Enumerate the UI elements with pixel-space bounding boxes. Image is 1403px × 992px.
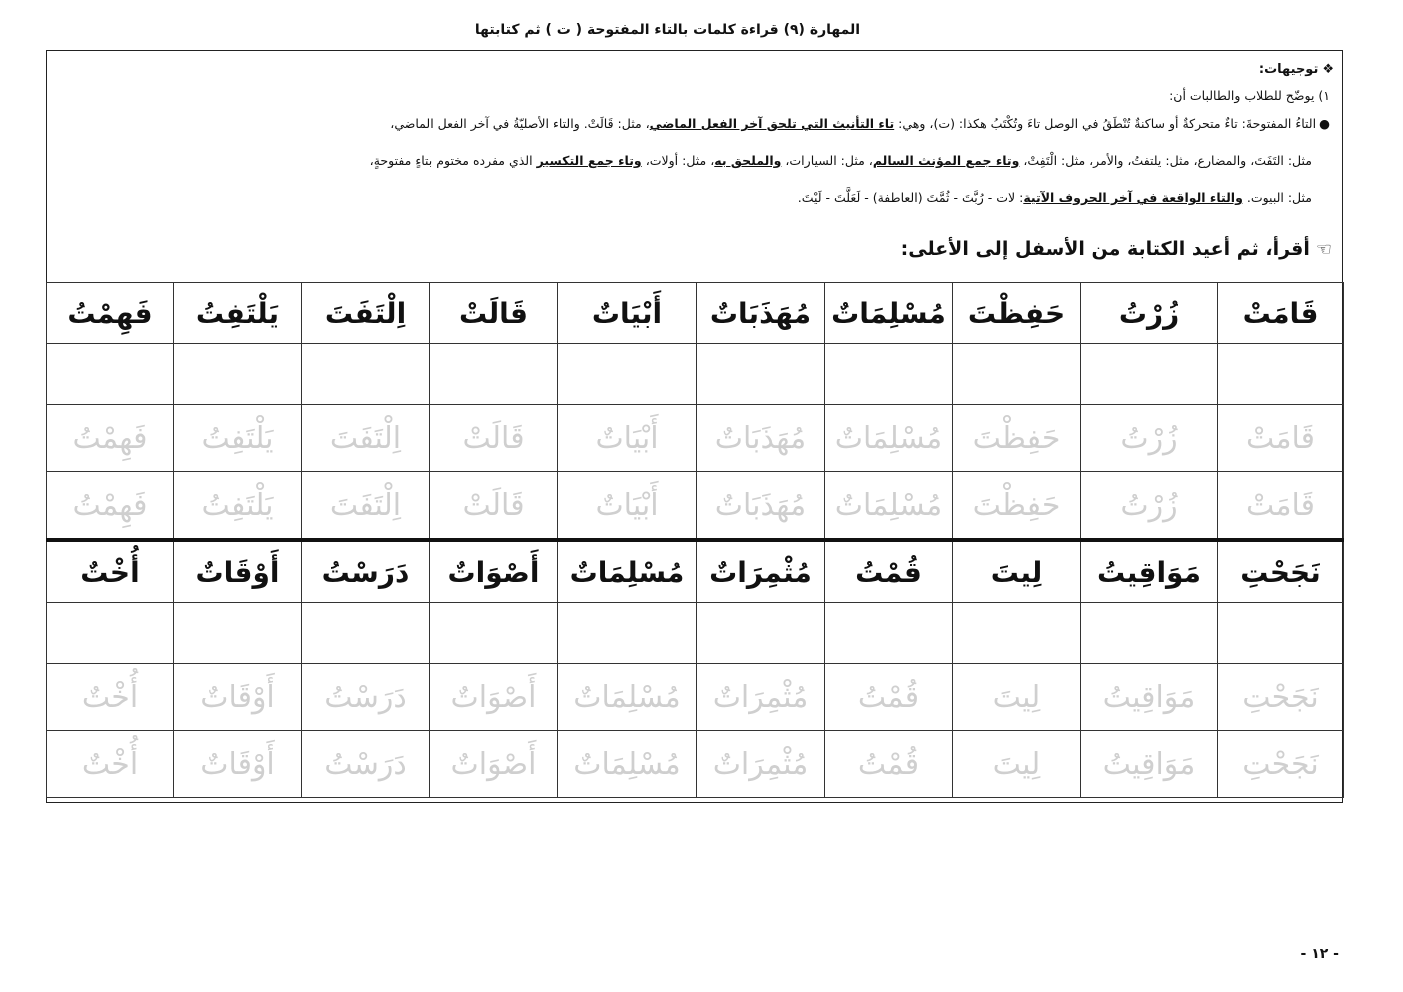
trace-cell[interactable]: دَرَسْتُ <box>302 664 430 731</box>
word-cell: مُهَذَبَاتٌ <box>697 283 825 344</box>
writing-cell[interactable] <box>302 603 430 664</box>
trace-cell[interactable]: حَفِظْتَ <box>953 472 1081 541</box>
writing-row-1 <box>47 344 1344 405</box>
word-row-2 <box>47 540 1344 603</box>
page-number: - ١٢ - <box>1300 946 1339 962</box>
word-cell: مُسْلِمَاتٌ <box>558 540 697 603</box>
trace-cell[interactable]: دَرَسْتُ <box>302 731 430 798</box>
trace-cell[interactable]: نَجَحْتِ <box>1218 664 1344 731</box>
writing-cell[interactable] <box>47 603 174 664</box>
trace-cell[interactable]: يَلْتَفِتُ <box>174 472 302 541</box>
trace-cell[interactable]: قَالَتْ <box>430 405 558 472</box>
trace-cell[interactable]: قَالَتْ <box>430 472 558 541</box>
instruction-underlined-text: وتاء جمع المؤنث السالم <box>872 153 1020 168</box>
trace-cell[interactable]: أَصْوَاتٌ <box>430 731 558 798</box>
instruction-underlined-text: والملحق به <box>714 153 782 168</box>
instruction-line-3 <box>55 189 1330 226</box>
instruction-bullet <box>55 115 1334 226</box>
trace-cell[interactable]: زُرْتُ <box>1081 472 1218 541</box>
instructions-section <box>47 51 1342 283</box>
word-cell: أَصْوَاتٌ <box>430 540 558 603</box>
writing-cell[interactable] <box>1081 344 1218 405</box>
worksheet-frame <box>46 50 1343 803</box>
trace-cell[interactable]: أُخْتٌ <box>47 731 174 798</box>
instruction-text: ، مثل: السيارات، <box>781 153 873 168</box>
word-cell: يَلْتَفِتُ <box>174 283 302 344</box>
trace-row-1a <box>47 405 1344 472</box>
trace-cell[interactable]: لِيتَ <box>953 664 1081 731</box>
word-cell: اِلْتَفَتَ <box>302 283 430 344</box>
writing-cell[interactable] <box>825 603 953 664</box>
writing-cell[interactable] <box>430 344 558 405</box>
bullet-icon: ● <box>1319 116 1330 131</box>
trace-cell[interactable]: فَهِمْتُ <box>47 405 174 472</box>
page-title: المهارة (٩) قراءة كلمات بالتاء المفتوحة ( ت ) ثم كتابتها <box>474 22 861 38</box>
trace-cell[interactable]: أَصْوَاتٌ <box>430 664 558 731</box>
trace-cell[interactable]: زُرْتُ <box>1081 405 1218 472</box>
instruction-text: ، مثل: أولات، <box>641 153 715 168</box>
word-cell: نَجَحْتِ <box>1218 540 1344 603</box>
trace-cell[interactable]: قُمْتُ <box>825 664 953 731</box>
instruction-point-1: ١) يوضّح للطلاب والطالبات أن: <box>1169 88 1330 103</box>
word-cell: قُمْتُ <box>825 540 953 603</box>
trace-cell[interactable]: أَبْيَاتٌ <box>558 472 697 541</box>
instruction-text: الذي مفرده مختوم بتاءٍ مفتوحةٍ، <box>369 153 537 168</box>
word-cell: دَرَسْتُ <box>302 540 430 603</box>
trace-cell[interactable]: فَهِمْتُ <box>47 472 174 541</box>
instruction-text: : لات - رُبَّتَ - ثُمَّتَ (العاطفة) - لَعَلَّتَ - لَيْتَ. <box>797 190 1024 205</box>
trace-cell[interactable]: مُسْلِمَاتٌ <box>558 664 697 731</box>
trace-cell[interactable]: لِيتَ <box>953 731 1081 798</box>
writing-cell[interactable] <box>174 344 302 405</box>
instruction-underlined-text: والتاء الواقعة في آخر الحروف الآتية <box>1023 190 1243 205</box>
writing-cell[interactable] <box>697 603 825 664</box>
trace-cell[interactable]: مُهَذَبَاتٌ <box>697 405 825 472</box>
word-cell: أَوْقَاتٌ <box>174 540 302 603</box>
trace-cell[interactable]: مَوَاقِيتُ <box>1081 731 1218 798</box>
writing-cell[interactable] <box>1081 603 1218 664</box>
instruction-text: مثل: البيوت. <box>1242 190 1312 205</box>
trace-cell[interactable]: مَوَاقِيتُ <box>1081 664 1218 731</box>
word-cell: زُرْتُ <box>1081 283 1218 344</box>
writing-grid <box>46 282 1344 798</box>
trace-cell[interactable]: مُسْلِمَاتٌ <box>825 472 953 541</box>
word-cell: مُثْمِرَاتٌ <box>697 540 825 603</box>
instruction-text: التاءُ المفتوحةَ: تاءٌ متحركةٌ أو ساكنةٌ تُنْطَقُ في الوصل تاءَ وتُكْتَبُ هكذا: (ت)، وهي: <box>894 116 1317 131</box>
trace-cell[interactable]: حَفِظْتَ <box>953 405 1081 472</box>
word-cell: قَالَتْ <box>430 283 558 344</box>
trace-cell[interactable]: أَوْقَاتٌ <box>174 664 302 731</box>
writing-cell[interactable] <box>558 344 697 405</box>
word-cell: مُسْلِمَاتٌ <box>825 283 953 344</box>
trace-cell[interactable]: مُسْلِمَاتٌ <box>825 405 953 472</box>
word-cell: فَهِمْتُ <box>47 283 174 344</box>
writing-row-2 <box>47 603 1344 664</box>
trace-cell[interactable]: اِلْتَفَتَ <box>302 405 430 472</box>
trace-cell[interactable]: مُهَذَبَاتٌ <box>697 472 825 541</box>
writing-cell[interactable] <box>697 344 825 405</box>
trace-cell[interactable]: مُثْمِرَاتٌ <box>697 664 825 731</box>
pointing-hand-icon: ☜ <box>1315 239 1332 260</box>
trace-cell[interactable]: قَامَتْ <box>1218 405 1344 472</box>
trace-row-1b <box>47 472 1344 541</box>
trace-cell[interactable]: أُخْتٌ <box>47 664 174 731</box>
word-cell: حَفِظْتَ <box>953 283 1081 344</box>
trace-row-2b <box>47 731 1344 798</box>
writing-cell[interactable] <box>953 603 1081 664</box>
trace-cell[interactable]: أَوْقَاتٌ <box>174 731 302 798</box>
writing-cell[interactable] <box>825 344 953 405</box>
trace-cell[interactable]: نَجَحْتِ <box>1218 731 1344 798</box>
writing-cell[interactable] <box>1218 344 1344 405</box>
writing-cell[interactable] <box>953 344 1081 405</box>
writing-cell[interactable] <box>1218 603 1344 664</box>
instruction-text: ، مثل: قَالَتْ. والتاء الأصليّةُ في آخر الفعل الماضي، <box>390 116 650 131</box>
writing-cell[interactable] <box>302 344 430 405</box>
instruction-line-1 <box>55 115 1330 152</box>
word-row-1 <box>47 283 1344 344</box>
word-cell: أَبْيَاتٌ <box>558 283 697 344</box>
instruction-line-2 <box>55 152 1330 189</box>
trace-cell[interactable]: اِلْتَفَتَ <box>302 472 430 541</box>
instruction-text: مثل: التَفَتَ، والمضارع، مثل: يلتفتُ، والأمر، مثل: الْتَفِتْ، <box>1019 153 1312 168</box>
instruction-underlined-text: تاء التأنيث التي تلحق آخر الفعل الماضي <box>649 116 895 131</box>
trace-cell[interactable]: مُسْلِمَاتٌ <box>558 731 697 798</box>
trace-cell[interactable]: قَامَتْ <box>1218 472 1344 541</box>
trace-cell[interactable]: أَبْيَاتٌ <box>558 405 697 472</box>
diamond-icon: ❖ <box>1322 62 1334 77</box>
task-label: أقرأ، ثم أعيد الكتابة من الأسفل إلى الأعلى: <box>900 238 1310 260</box>
word-cell: لِيتَ <box>953 540 1081 603</box>
word-cell: مَوَاقِيتُ <box>1081 540 1218 603</box>
instruction-underlined-text: وتاء جمع التكسير <box>536 153 642 168</box>
writing-cell[interactable] <box>47 344 174 405</box>
instructions-heading <box>55 61 1334 87</box>
writing-cell[interactable] <box>430 603 558 664</box>
trace-cell[interactable]: مُثْمِرَاتٌ <box>697 731 825 798</box>
trace-row-2a <box>47 664 1344 731</box>
word-cell: أُخْتٌ <box>47 540 174 603</box>
word-cell: قَامَتْ <box>1218 283 1344 344</box>
trace-cell[interactable]: قُمْتُ <box>825 731 953 798</box>
instructions-heading-text: توجيهات: <box>1258 62 1319 77</box>
task-prompt <box>900 238 1332 260</box>
writing-cell[interactable] <box>558 603 697 664</box>
trace-cell[interactable]: يَلْتَفِتُ <box>174 405 302 472</box>
writing-cell[interactable] <box>174 603 302 664</box>
